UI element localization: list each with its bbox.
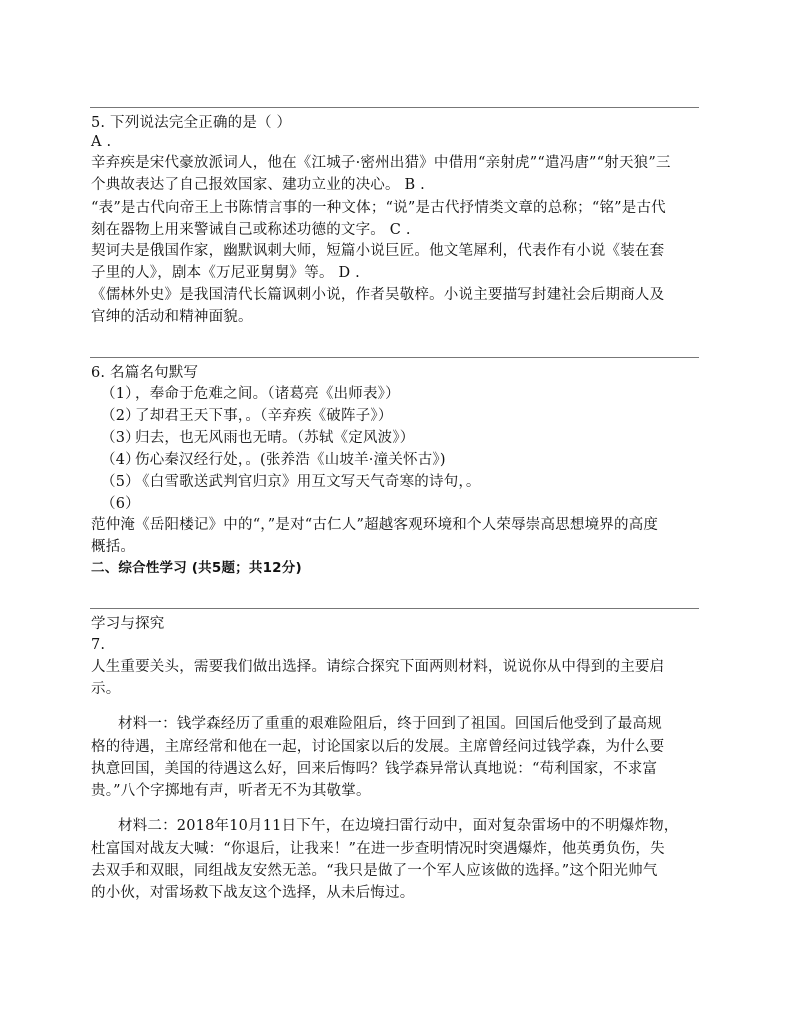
section-heading: 二、综合性学习 (共5题；共12分) [91,560,302,576]
q6-item-number: （4） [101,452,140,468]
material1-line: 材料一：钱学森经历了重重的艰难险阻后，终于回到了祖国。回国后他受到了最高规 [118,716,662,732]
q6-item-text: 归去，也无风雨也无晴。（苏轼《定风波》） [135,430,415,446]
material2-line: 去双手和双眼，同组战友安然无恙。“我只是做了一个军人应该做的选择。”这个阳光帅气 [91,863,658,879]
q5-line: 辛弃疾是宋代豪放派词人，他在《江城子·密州出猎》中借用“亲射虎”“遣冯唐”“射天狼”三 [91,155,671,171]
q6-item [101,405,393,427]
q5-line: “表”是古代向帝王上书陈情言事的一种文体；“说”是古代抒情类文章的总称；“铭”是古代 [91,200,666,216]
material2-line: 的小伙，对雷场救下战友这个选择，从未后悔过。 [91,885,415,901]
q5-line: 契诃夫是俄国作家，幽默讽刺大师，短篇小说巨匠。他文笔犀利，代表作有小说《装在套 [91,243,665,259]
q6-item [101,449,446,471]
q6-item [101,493,140,515]
q6-item [101,471,481,493]
q5-line: 个典故表达了自己报效国家、建功立业的决心。 B . [91,177,425,193]
q6-item [101,383,400,405]
q6-item-text: 了却君王天下事，。（辛弃疾《破阵子》） [135,408,393,424]
q5-option-a: A . [91,134,112,150]
material1-line: 贵。”八个字掷地有声，听者无不为其敬掌。 [91,783,371,799]
separator-rule [90,107,699,108]
q5-line: 《儒林外史》是我国清代长篇讽刺小说，作者吴敬梓。小说主要描写封建社会后期商人及 [91,287,665,303]
q7-number: 7. [91,637,106,653]
q6-title: 6. 名篇名句默写 [91,365,199,381]
q6-tail-line: 范仲淹《岳阳楼记》中的“，”是对“古仁人”超越客观环境和个人荣辱崇高思想境界的高度 [91,517,659,533]
q6-item [101,427,415,449]
q5-line: 子里的人》，剧本《万尼亚舅舅》等。 D . [91,265,360,281]
q6-item-number: （5） [101,474,140,490]
q6-item-text: 伤心秦汉经行处，。(张养浩《山坡羊·潼关怀古》) [135,452,446,468]
q5-line: 刻在器物上用来警诫自己或称述功德的文字。 C . [91,222,411,238]
q6-item-number: （6） [101,496,140,512]
q6-item-number: （3） [101,430,140,446]
separator-rule [90,608,699,609]
q5-line: 官绅的活动和精神面貌。 [91,309,253,325]
q6-item-number: （2） [101,408,140,424]
material2-line: 杜富国对战友大喊：“你退后，让我来！”在进一步查明情况时突遇爆炸，他英勇负伤，失 [91,841,665,857]
q6-item-number: （1） [101,386,140,402]
material1-line: 格的待遇，主席经常和他在一起，讨论国家以后的发展。主席曾经问过钱学森，为什么要 [91,739,665,755]
q6-item-text: ，奉命于危难之间。（诸葛亮《出师表》） [135,386,400,402]
q7-heading: 学习与探究 [91,616,165,632]
q7-prompt: 示。 [91,681,121,697]
q6-item-text: 《白雪歌送武判官归京》用互文写天气奇寒的诗句，。 [135,474,481,490]
material2-line: 材料二：2018年10月11日下午，在边境扫雷行动中，面对复杂雷场中的不明爆炸物， [118,818,679,834]
q5-title: 5. 下列说法完全正确的是（ ） [91,115,292,131]
q7-prompt: 人生重要关头，需要我们做出选择。请综合探究下面两则材料，说说你从中得到的主要启 [91,659,665,675]
q6-tail-line: 概括。 [91,539,136,555]
material1-line: 执意回国，美国的待遇这么好，回来后悔吗？钱学森异常认真地说：“苟利国家，不求富 [91,761,658,777]
separator-rule [90,357,699,358]
